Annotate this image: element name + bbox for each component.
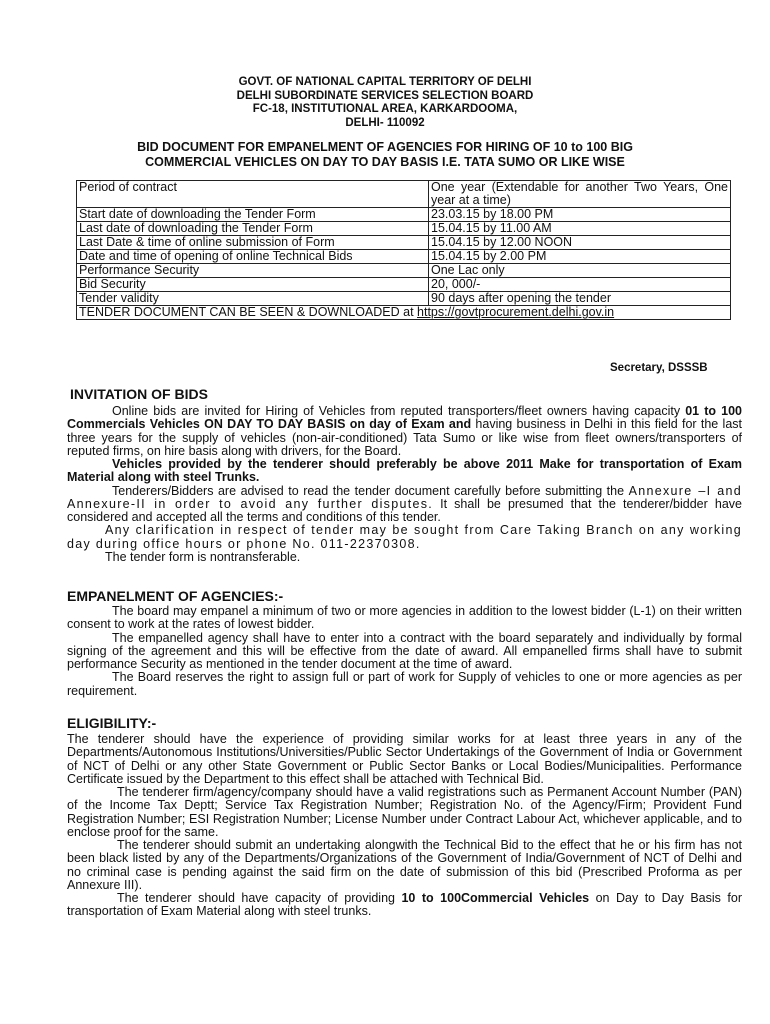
row-value: 20, 000/- [429, 278, 731, 292]
letterhead-line-3: FC-18, INSTITUTIONAL AREA, KARKARDOOMA, [252, 103, 518, 115]
eligibility-section [67, 733, 742, 919]
invitation-heading: INVITATION OF BIDS [70, 386, 208, 402]
row-value: 23.03.15 by 18.00 PM [429, 208, 731, 222]
letterhead-line-4: DELHI- 110092 [345, 116, 425, 129]
row-value: 15.04.15 by 11.00 AM [429, 222, 731, 236]
document-title [0, 140, 770, 170]
letterhead [0, 76, 770, 130]
table-row [77, 292, 731, 306]
empanelment-paragraph-1: The board may empanel a minimum of two or more agencies in addition to the lowest bidder (L-1) on their written consent to work at the rates of lowest bidder. [67, 604, 742, 632]
eligibility-paragraph-4 [67, 892, 742, 919]
table-footer-row [77, 306, 731, 320]
row-value: 90 days after opening the tender [429, 292, 731, 306]
eligibility-paragraph-1: The tenderer should have the experience of providing similar works for at least three years in any of the Departments/Autonomous Institutions/Universities/Public Sector Undertakings of the Government of India or Government of NCT of Delhi or any other State Government or Public Sector Banks or Local Bodies/Municipalities. Performance Certificate issued by the Department to this effect shall be attached with Technical Bid. [67, 732, 742, 786]
tender-info-table [76, 180, 731, 320]
row-label: Date and time of opening of online Technical Bids [77, 250, 429, 264]
table-row [77, 264, 731, 278]
eligibility-capacity-bold: 10 to 100Commercial Vehicles [401, 891, 590, 905]
download-note-text: TENDER DOCUMENT CAN BE SEEN & DOWNLOADED at [79, 305, 418, 319]
row-value: One year (Extendable for another Two Years, One year at a time) [429, 181, 731, 208]
table-row [77, 236, 731, 250]
row-label: Last date of downloading the Tender Form [77, 222, 429, 236]
invitation-capacity-bold: 01 to 100 Commercials Vehicles ON DAY TO DAY BASIS on day of Exam and [67, 404, 742, 432]
table-row [77, 278, 731, 292]
invitation-paragraph-5: The tender form is nontransferable. [105, 549, 301, 564]
empanelment-paragraph-2: The empanelled agency shall have to enter into a contract with the board separately and individually by formal signing of the agreement and this will be effective from the date of award. All empanelled firms shall have to submit performance Security as mentioned in the tender document at the time of award. [67, 630, 742, 671]
table-row [77, 222, 731, 236]
table-row [77, 250, 731, 264]
procurement-link[interactable]: https://govtprocurement.delhi.gov.in [417, 305, 615, 319]
invitation-text: Tenderers/Bidders are advised to read the tender document carefully before submitting the [112, 483, 629, 498]
empanelment-paragraph-3: The Board reserves the right to assign full or part of work for Supply of vehicles to one or more agencies as per requirement. [67, 670, 742, 698]
row-label: Start date of downloading the Tender Form [77, 208, 429, 222]
invitation-paragraph-4: Any clarification in respect of tender may be sought from Care Taking Branch on any working day during office hours or phone No. 011-22370308. [67, 523, 742, 551]
invitation-text: It shall be presumed that the tenderer/bidder have considered and accepted all the terms and conditions of this tender. [67, 496, 742, 524]
annexure-text: Annexure –I and Annexure-II in order to avoid any further disputes. [67, 483, 742, 511]
invitation-paragraph-1 [67, 405, 742, 458]
invitation-section [67, 405, 742, 564]
row-value: 15.04.15 by 2.00 PM [429, 250, 731, 264]
document-title-line-2: COMMERCIAL VEHICLES ON DAY TO DAY BASIS I.E. TATA SUMO OR LIKE WISE [145, 155, 625, 169]
row-label: Period of contract [77, 181, 429, 208]
row-label: Last Date & time of online submission of Form [77, 236, 429, 250]
eligibility-paragraph-2: The tenderer firm/agency/company should have a valid registrations such as Permanent Account Number (PAN) of the Income Tax Deptt; Service Tax Registration Number; Registration No. of the Agency/Firm; Provident Fund Registration Number; ESI Registration Number; License Number under Contract Labour Act, whichever applicable, and to enclose proof for the same. [67, 785, 742, 839]
table-row [77, 181, 731, 208]
invitation-text: having business in Delhi in this field for the last three years for the supply of vehicles (non-air-conditioned) Tata Sumo or like wise from fleet owners/transporters of reputed firms, on hire basis along with drivers, for the Board. [67, 417, 743, 458]
letterhead-line-1: GOVT. OF NATIONAL CAPITAL TERRITORY OF DELHI [238, 76, 532, 88]
empanelment-heading: EMPANELMENT OF AGENCIES:- [67, 588, 284, 604]
eligibility-heading: ELIGIBILITY:- [67, 715, 157, 731]
invitation-text: Online bids are invited for Hiring of Vehicles from reputed transporters/fleet owners having capacity [112, 404, 686, 418]
row-value: 15.04.15 by 12.00 NOON [429, 236, 731, 250]
eligibility-text: on Day to Day Basis for transportation of Exam Material along with steel trunks. [67, 891, 742, 919]
letterhead-line-2: DELHI SUBORDINATE SERVICES SELECTION BOARD [236, 89, 534, 102]
table-row [77, 208, 731, 222]
document-title-line-1: BID DOCUMENT FOR EMPANELMENT OF AGENCIES FOR HIRING OF 10 to 100 BIG [137, 140, 633, 154]
row-label: Bid Security [77, 278, 429, 292]
empanelment-section [67, 605, 742, 698]
eligibility-text: The tenderer should have capacity of providing [117, 891, 402, 905]
invitation-paragraph-2: Vehicles provided by the tenderer should preferably be above 2011 Make for transportation of Exam Material along with steel Trunks. [67, 457, 742, 485]
signatory: Secretary, DSSSB [610, 362, 708, 374]
row-label: Tender validity [77, 292, 429, 306]
download-note [77, 306, 731, 320]
invitation-paragraph-3 [67, 485, 742, 525]
eligibility-paragraph-3: The tenderer should submit an undertaking alongwith the Technical Bid to the effect that he or his firm has not been black listed by any of the Departments/Organizations of the Government of India/Government of NCT of Delhi and no criminal case is pending against the said firm on the date of submission of this bid (Prescribed Proforma as per Annexure III). [67, 838, 742, 892]
row-value: One Lac only [429, 264, 731, 278]
row-label: Performance Security [77, 264, 429, 278]
